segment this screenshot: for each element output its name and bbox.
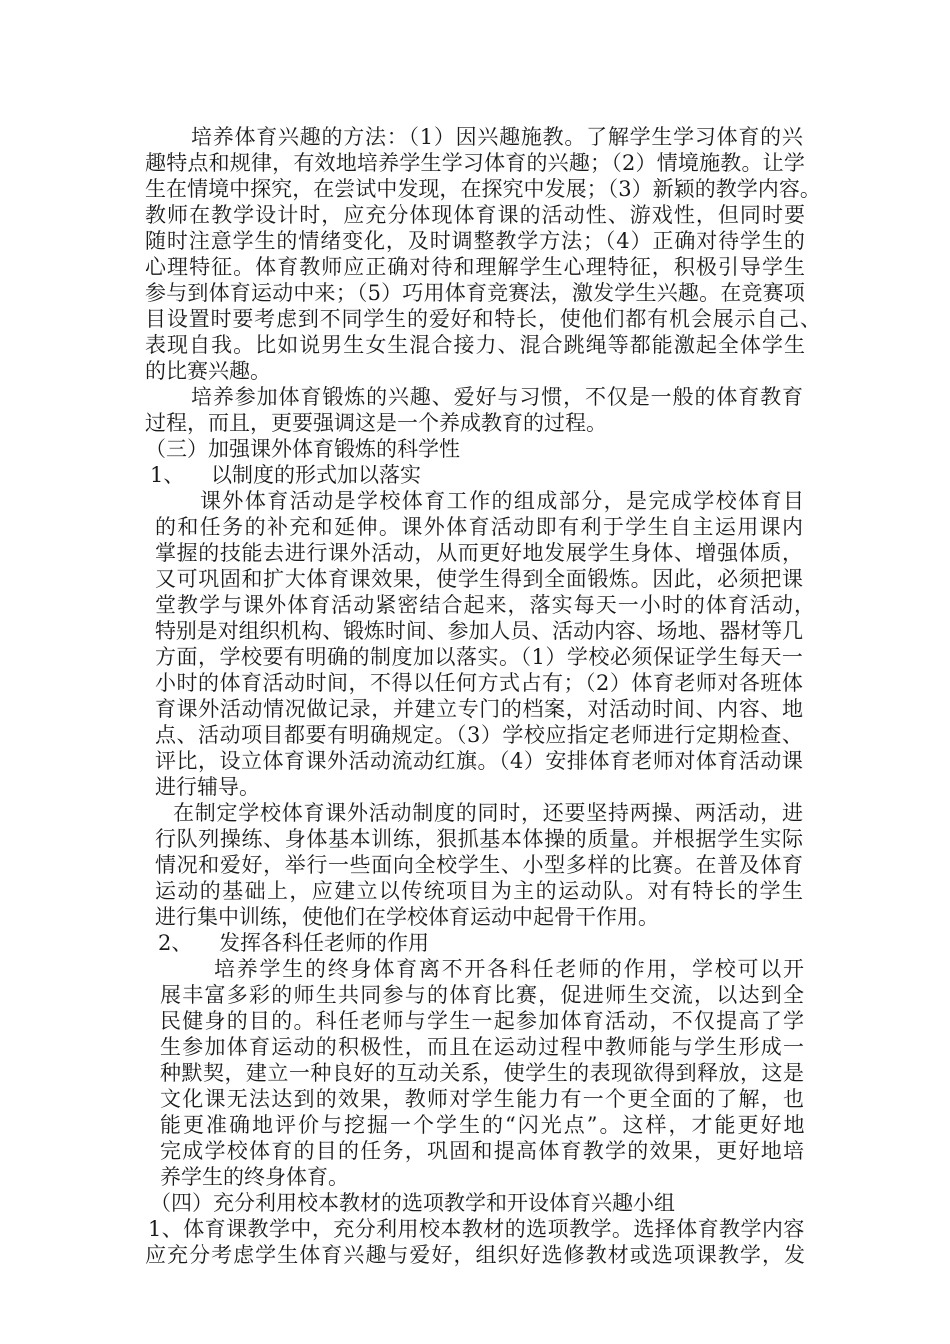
text-line: 进行辅导。: [155, 775, 260, 799]
text-line: 的和任务的补充和延伸。课外体育活动即有利于学生自主运用课内: [155, 515, 805, 539]
text-line: 培养参加体育锻炼的兴趣、爱好与习惯，不仅是一般的体育教育: [191, 385, 804, 409]
text-line: 教师在教学设计时，应充分体现体育课的活动性、游戏性，但同时要: [145, 203, 807, 227]
text-line: 培养体育兴趣的方法：（1）因兴趣施教。了解学生学习体育的兴: [191, 125, 804, 149]
text-line: 运动的基础上，应建立以传统项目为主的运动队。对有特长的学生: [155, 879, 805, 903]
text-line: 养学生的终身体育。: [160, 1165, 349, 1189]
text-line: 目设置时要考虑到不同学生的爱好和特长，使他们都有机会展示自己、: [145, 307, 822, 331]
text-line: 育课外活动情况做记录，并建立专门的档案，对活动时间、内容、地: [155, 697, 804, 721]
text-line: 行队列操练、身体基本训练，狠抓基本体操的质量。并根据学生实际: [155, 827, 804, 851]
text-line: 小时的体育活动时间，不得以任何方式占有；（2）体育老师对各班体: [155, 671, 804, 695]
subsection-heading: 1、 以制度的形式加以落实: [150, 463, 422, 487]
text-line: 表现自我。比如说男生女生混合接力、混合跳绳等都能激起全体学生: [145, 333, 807, 357]
text-line: 能更准确地评价与挖掘一个学生的“闪光点”。这样，才能更好地: [160, 1113, 807, 1137]
text-line: 随时注意学生的情绪变化，及时调整教学方法；（4）正确对待学生的: [145, 229, 806, 253]
text-line: 生在情境中探究，在尝试中发现，在探究中发展；（3）新颖的教学内容。: [145, 177, 821, 201]
text-line: 情况和爱好，举行一些面向全校学生、小型多样的比赛。在普及体育: [155, 853, 804, 877]
text-line: 展丰富多彩的师生共同参与的体育比赛，促进师生交流，以达到全: [160, 983, 806, 1007]
text-line: 在制定学校体育课外活动制度的同时，还要坚持两操、两活动，进: [173, 801, 804, 825]
text-line: 民健身的目的。科任老师与学生一起参加体育活动，不仅提高了学: [160, 1009, 806, 1033]
text-line: 堂教学与课外体育活动紧密结合起来，落实每天一小时的体育活动，: [155, 593, 817, 617]
text-line: 又可巩固和扩大体育课效果，使学生得到全面锻炼。因此，必须把课: [155, 567, 804, 591]
text-line: 的比赛兴趣。: [145, 359, 271, 383]
text-line: 培养学生的终身体育离不开各科任老师的作用，学校可以开: [214, 957, 806, 981]
text-line: 心理特征。体育教师应正确对待和理解学生心理特征，积极引导学生: [145, 255, 807, 279]
section-heading: （四）充分利用校本教材的选项教学和开设体育兴趣小组: [150, 1191, 675, 1215]
text-line: 1、体育课教学中，充分利用校本教材的选项教学。选择体育教学内容: [148, 1217, 805, 1241]
text-line: 过程，而且，更要强调这是一个养成教育的过程。: [145, 411, 607, 435]
text-line: 课外体育活动是学校体育工作的组成部分，是完成学校体育目: [200, 489, 806, 513]
text-line: 特别是对组织机构、锻炼时间、参加人员、活动内容、场地、器材等几: [155, 619, 803, 643]
text-line: 趣特点和规律，有效地培养学生学习体育的兴趣；（2）情境施教。让学: [145, 151, 806, 175]
text-line: 掌握的技能去进行课外活动，从而更好地发展学生身体、增强体质，: [155, 541, 804, 565]
text-line: 完成学校体育的目的任务，巩固和提高体育教学的效果，更好地培: [160, 1139, 806, 1163]
text-line: 参与到体育运动中来；（5）巧用体育竞赛法，激发学生兴趣。在竞赛项: [145, 281, 806, 305]
text-line: 点、活动项目都要有明确规定。（3）学校应指定老师进行定期检查、: [155, 723, 804, 747]
subsection-heading: 2、 发挥各科任老师的作用: [158, 931, 430, 955]
text-line: 评比，设立体育课外活动流动红旗。（4）安排体育老师对体育活动课: [155, 749, 804, 773]
text-line: 生参加体育运动的积极性，而且在运动过程中教师能与学生形成一: [160, 1035, 806, 1059]
text-line: 方面，学校要有明确的制度加以落实。（1）学校必须保证学生每天一: [155, 645, 804, 669]
text-line: 应充分考虑学生体育兴趣与爱好，组织好选修教材或选项课教学，发: [145, 1243, 807, 1267]
section-heading: （三）加强课外体育锻炼的科学性: [145, 437, 460, 461]
text-line: 文化课无法达到的效果，教师对学生能力有一个更全面的了解，也: [160, 1087, 806, 1111]
text-line: 种默契，建立一种良好的互动关系，使学生的表现欲得到释放，这是: [160, 1061, 805, 1085]
text-line: 进行集中训练，使他们在学校体育运动中起骨干作用。: [155, 905, 659, 929]
